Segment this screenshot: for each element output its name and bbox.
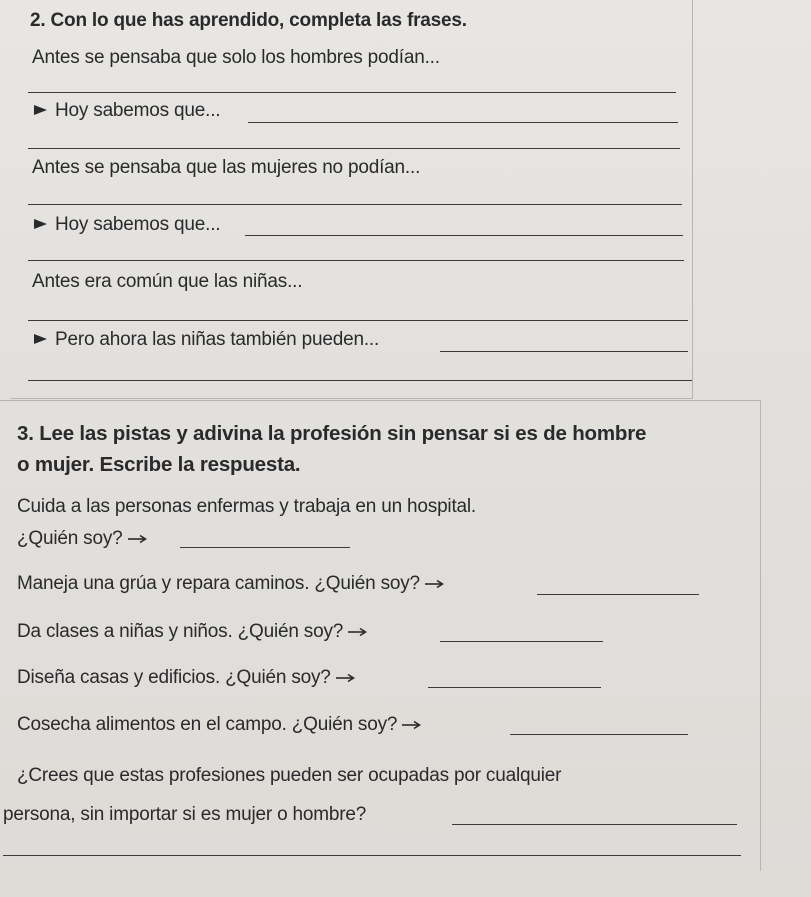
answer-line-5[interactable] — [28, 320, 688, 321]
answer-line-final-a[interactable] — [452, 824, 737, 825]
answer-line-4a[interactable] — [245, 235, 683, 236]
clue-4-text: Diseña casas y edificios. — [17, 667, 221, 688]
sentence-6-text: Pero ahora las niñas también pueden... — [55, 329, 380, 350]
sentence-4-text: Hoy sabemos que... — [55, 214, 221, 235]
clue-3-text: Da clases a niñas y niños. — [17, 621, 233, 642]
answer-line-3[interactable] — [28, 204, 682, 205]
answer-line-6a[interactable] — [440, 351, 688, 352]
clue-3 — [17, 621, 371, 643]
sentence-2 — [34, 100, 220, 122]
answer-line-clue-1[interactable] — [180, 547, 350, 548]
question-text: ¿Quién soy? — [314, 573, 420, 594]
final-question-line-2: persona, sin importar si es mujer o hombre? — [3, 804, 367, 825]
answer-line-clue-5[interactable] — [510, 734, 688, 735]
answer-line-clue-4[interactable] — [428, 687, 601, 688]
question-text: ¿Quién soy? — [291, 714, 398, 735]
right-arrow-icon — [127, 534, 147, 544]
sentence-1: Antes se pensaba que solo los hombres podían... — [32, 47, 440, 68]
clue-5-text: Cosecha alimentos en el campo. — [17, 714, 287, 735]
bullet-arrow-icon — [34, 334, 47, 344]
sentence-2-text: Hoy sabemos que... — [55, 100, 221, 121]
question-text: ¿Quién soy? — [17, 528, 123, 549]
answer-line-clue-2[interactable] — [537, 594, 699, 595]
right-arrow-icon — [401, 720, 421, 730]
sentence-6 — [34, 329, 379, 351]
answer-line-2b[interactable] — [28, 148, 680, 149]
sentence-5: Antes era común que las niñas... — [32, 271, 303, 292]
clue-1-text: Cuida a las personas enfermas y trabaja en un hospital. — [17, 496, 476, 517]
final-question-line-1: ¿Crees que estas profesiones pueden ser ocupadas por cualquier — [17, 765, 562, 786]
answer-line-1[interactable] — [28, 92, 676, 93]
right-arrow-icon — [347, 627, 367, 637]
sentence-4 — [34, 214, 220, 236]
clue-1-question — [17, 528, 151, 550]
answer-line-2a[interactable] — [248, 122, 678, 123]
sentence-3: Antes se pensaba que las mujeres no podían... — [32, 157, 421, 178]
right-arrow-icon — [335, 673, 355, 683]
question-text: ¿Quién soy? — [237, 621, 344, 642]
bullet-arrow-icon — [34, 105, 47, 115]
clue-4 — [17, 667, 359, 689]
clue-5 — [17, 714, 425, 736]
section-2-title: 2. Con lo que has aprendido, completa las frases. — [30, 10, 467, 31]
right-arrow-icon — [424, 579, 444, 589]
answer-line-4b[interactable] — [28, 260, 684, 261]
clue-2 — [17, 573, 448, 595]
answer-line-6b[interactable] — [28, 380, 692, 381]
clue-2-text: Maneja una grúa y repara caminos. — [17, 573, 310, 594]
bullet-arrow-icon — [34, 219, 47, 229]
section-3-title-line-1: 3. Lee las pistas y adivina la profesión sin pensar si es de hombre — [17, 422, 647, 445]
answer-line-final-b[interactable] — [3, 855, 741, 856]
question-text: ¿Quién soy? — [225, 667, 331, 688]
answer-line-clue-3[interactable] — [440, 641, 603, 642]
section-3-title-line-2: o mujer. Escribe la respuesta. — [17, 453, 301, 476]
